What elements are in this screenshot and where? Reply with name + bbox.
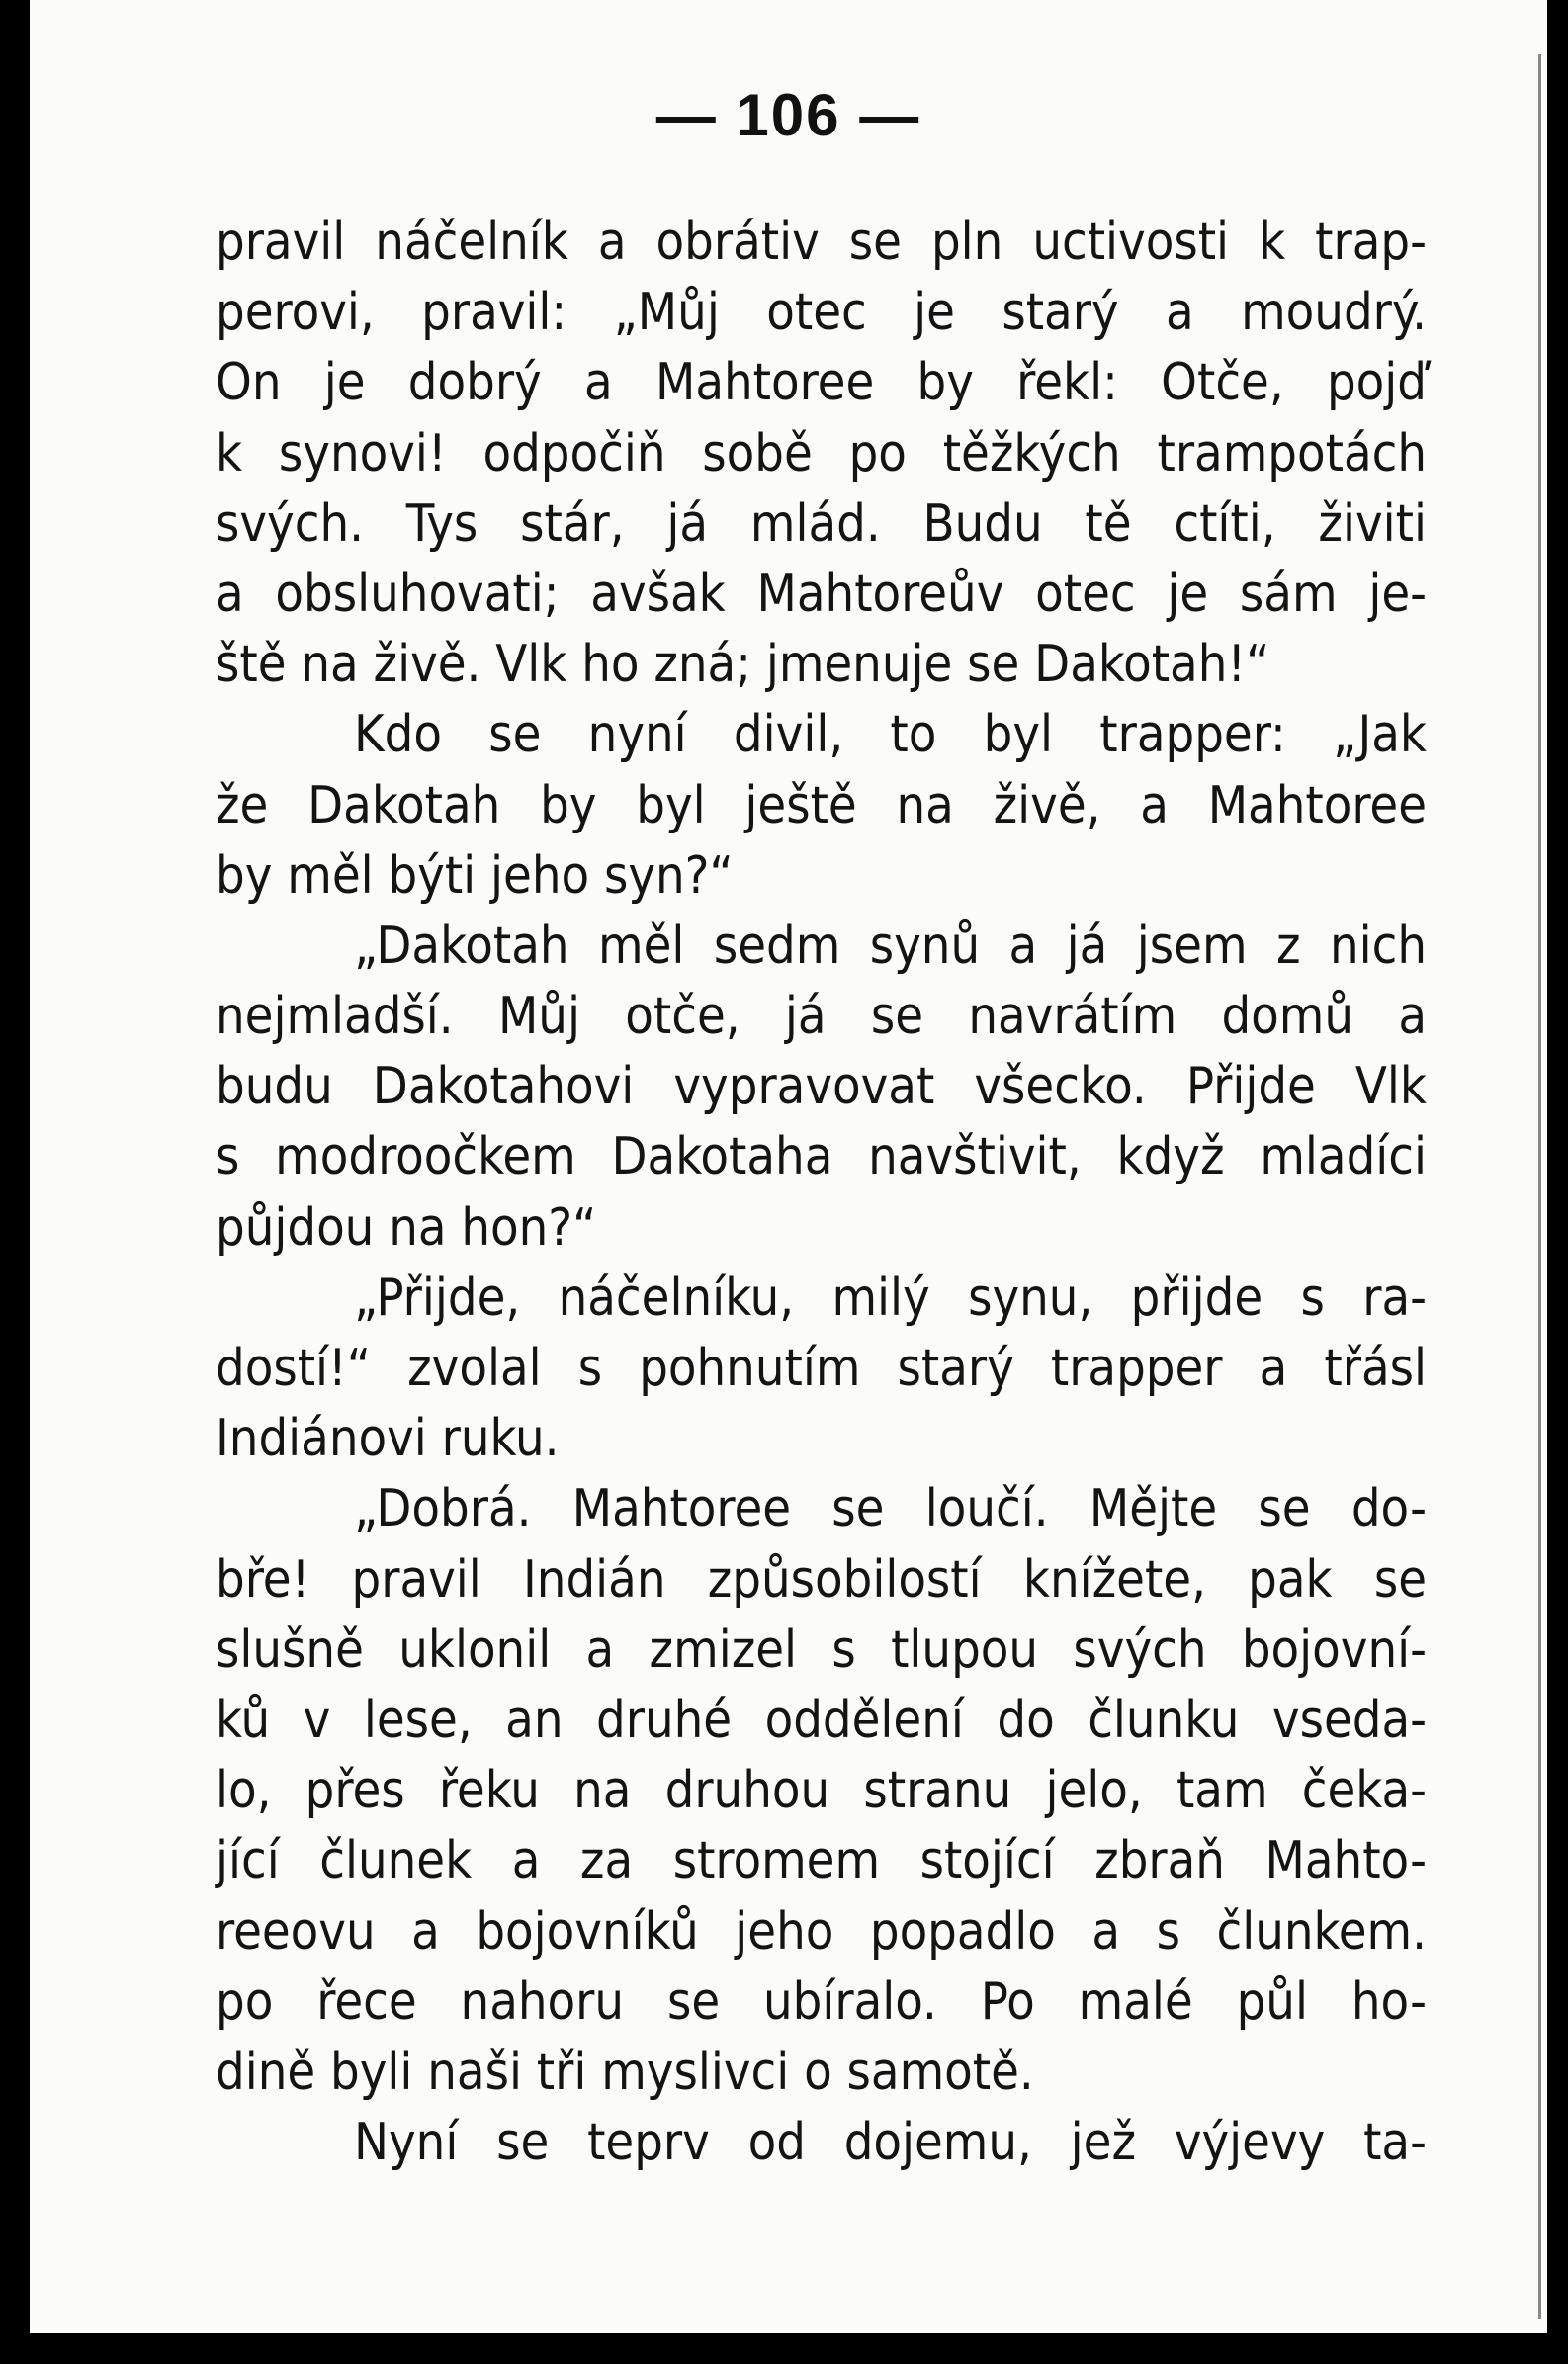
text-line: jící člunek a za stromem stojící zbraň Mahto-: [216, 1831, 1427, 1891]
page-edge-shadow: [1538, 54, 1541, 2319]
text-line: Nyní se teprv od dojemu, jež výjevy ta-: [354, 2113, 1427, 2173]
text-line: „Přijde, náčelníku, milý synu, přijde s ra-: [354, 1268, 1427, 1328]
body-text: [216, 208, 1427, 2178]
text-line: lo, přes řeku na druhou stranu jelo, tam čeka-: [216, 1761, 1427, 1821]
text-line: by měl býti jeho syn?“: [216, 845, 734, 906]
text-line: On je dobrý a Mahtoree by řekl: Otče, pojď: [216, 353, 1427, 413]
text-line: Kdo se nyní divil, to byl trapper: „Jak: [354, 705, 1427, 765]
text-line: po řece nahoru se ubíralo. Po malé půl ho-: [216, 1971, 1427, 2032]
text-line: svých. Tys stár, já mlád. Budu tě ctíti, živiti: [216, 493, 1427, 554]
text-line: nejmladší. Můj otče, já se navrátím domů a: [216, 987, 1427, 1047]
text-line: k synovi! odpočiň sobě po těžkých trampotách: [216, 423, 1427, 483]
text-line: ků v lese, an druhé oddělení do člunku vseda-: [216, 1690, 1427, 1750]
book-page: [30, 0, 1547, 2333]
text-line: půjdou na hon?“: [216, 1197, 597, 1258]
text-line: s modroočkem Dakotaha navštivit, když mladíci: [216, 1127, 1427, 1187]
text-line: pravil náčelník a obrátiv se pln uctivosti k trap-: [216, 213, 1427, 272]
text-line: „Dobrá. Mahtoree se loučí. Mějte se do-: [354, 1479, 1427, 1539]
text-line: reeovu a bojovníků jeho popadlo a s člunkem.: [216, 1901, 1427, 1962]
text-line: a obsluhovati; avšak Mahtoreův otec je sám je-: [216, 564, 1427, 624]
text-line: dině byli naši tři myslivci o samotě.: [216, 2042, 1034, 2102]
text-line: budu Dakotahovi vypravovat všecko. Přijde Vlk: [216, 1057, 1427, 1117]
text-line: dostí!“ zvolal s pohnutím starý trapper a třásl: [216, 1339, 1427, 1398]
text-line: ště na živě. Vlk ho zná; jmenuje se Dakotah!“: [216, 635, 1270, 695]
text-line: Indiánovi ruku.: [216, 1409, 560, 1469]
scan-border-right: [1547, 0, 1568, 2364]
text-line: perovi, pravil: „Můj otec je starý a moudrý.: [216, 283, 1427, 343]
page-number: — 106 —: [655, 82, 921, 148]
text-line: že Dakotah by byl ještě na živě, a Mahtoree: [216, 775, 1427, 835]
text-line: slušně uklonil a zmizel s tlupou svých bojovní-: [216, 1620, 1427, 1680]
text-line: „Dakotah měl sedm synů a já jsem z nich: [354, 916, 1427, 976]
scan-border-left: [0, 0, 30, 2364]
text-line: bře! pravil Indián způsobilostí knížete, pak se: [216, 1549, 1427, 1610]
